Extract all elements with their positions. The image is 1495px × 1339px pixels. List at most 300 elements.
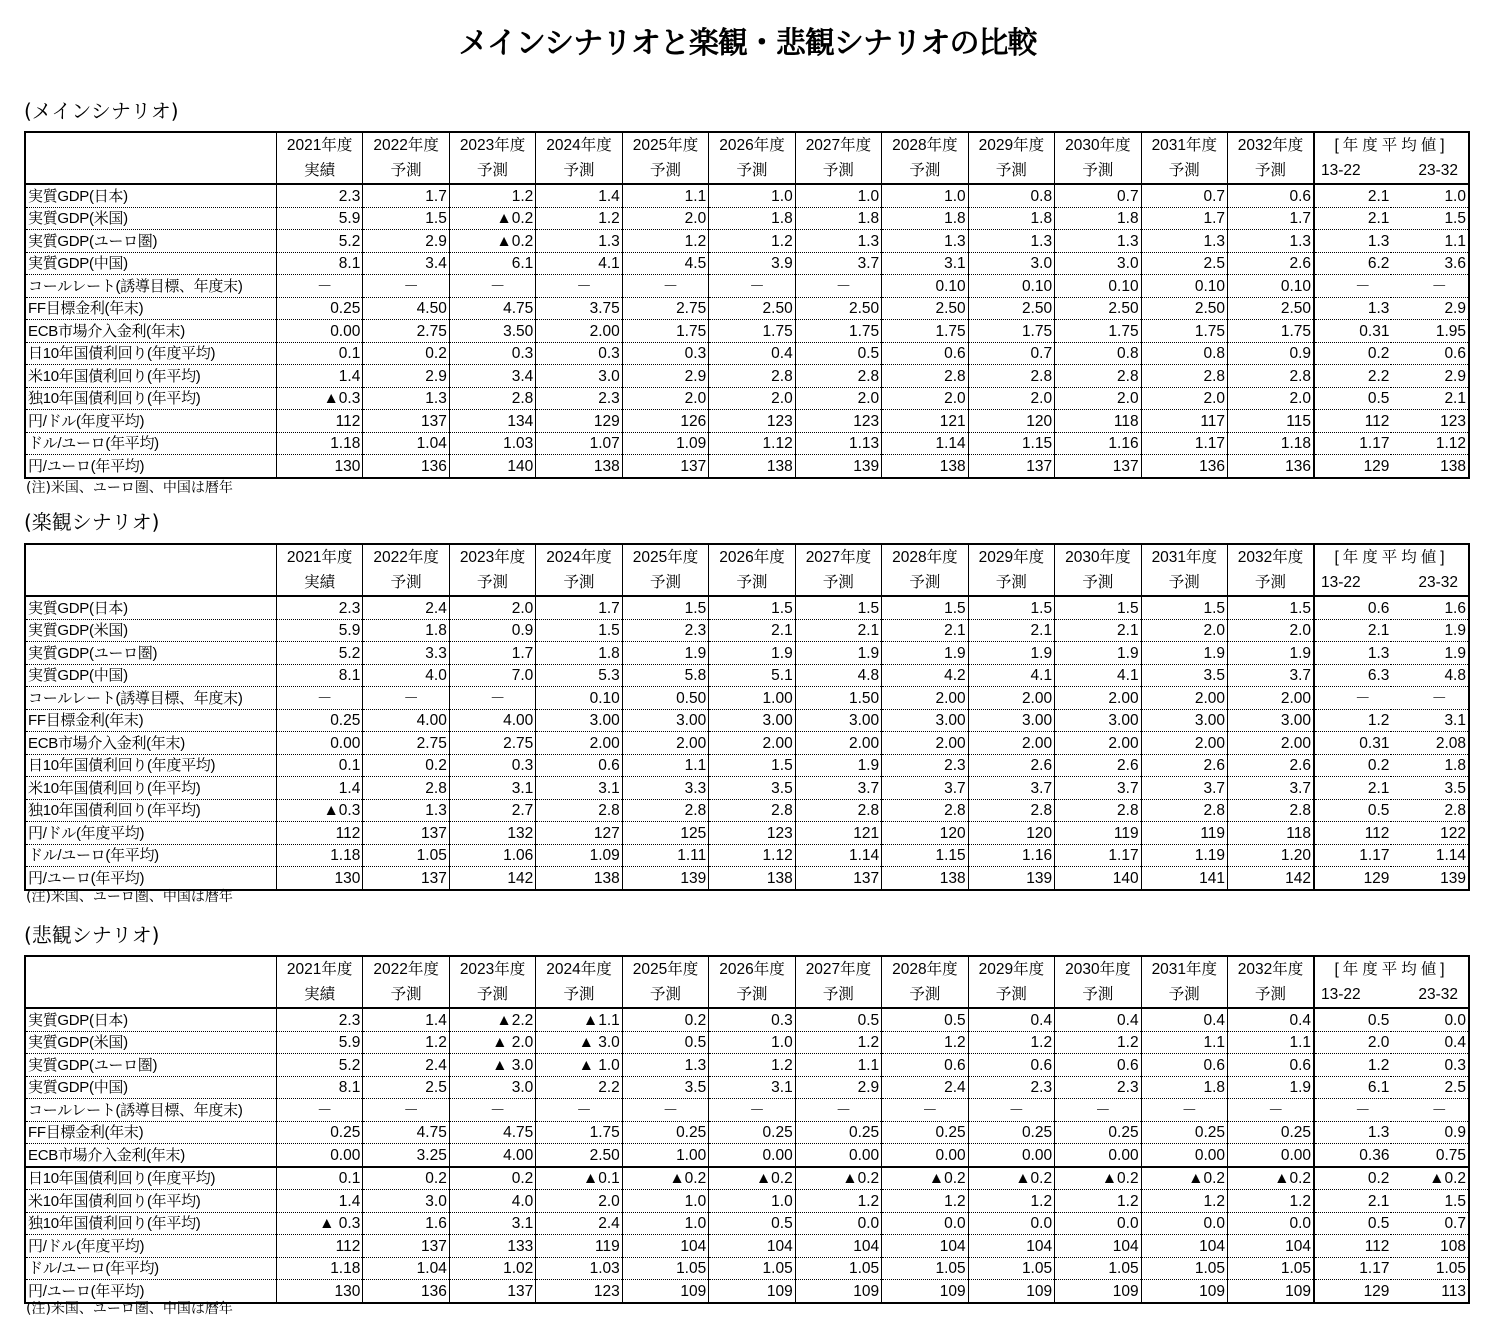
value-cell: 3.7 (795, 252, 881, 275)
value-cell: 104 (1055, 1235, 1141, 1258)
value-cell: 104 (968, 1235, 1054, 1258)
value-cell: 1.5 (968, 596, 1054, 619)
row-label: 実質GDP(中国) (25, 1076, 276, 1099)
value-cell: 2.1 (882, 619, 968, 642)
value-cell: 3.7 (1141, 777, 1227, 800)
value-cell: 2.9 (795, 1076, 881, 1099)
value-cell: 1.05 (795, 1257, 881, 1280)
value-cell: ▲0.2 (1228, 1167, 1314, 1190)
table-row (25, 1167, 1469, 1190)
table-row (25, 207, 1469, 230)
value-cell: 0.0 (968, 1212, 1054, 1235)
value-cell: － (276, 275, 362, 298)
value-cell: － (968, 1099, 1054, 1122)
value-cell: 1.19 (1141, 844, 1227, 867)
average-cell: 1.1 (1391, 230, 1469, 253)
value-cell: 2.0 (1141, 387, 1227, 410)
value-cell: 1.8 (968, 207, 1054, 230)
value-cell: 1.00 (709, 687, 795, 710)
value-cell: 2.00 (968, 732, 1054, 755)
average-cell: 1.14 (1391, 844, 1469, 867)
average-cell: － (1314, 275, 1391, 298)
value-cell: 2.50 (968, 297, 1054, 320)
table-row (25, 1008, 1469, 1031)
average-cell: 2.1 (1314, 184, 1391, 207)
value-cell: 137 (622, 455, 708, 478)
average-cell: 0.2 (1314, 342, 1391, 365)
value-cell: 2.00 (968, 687, 1054, 710)
value-cell: 127 (536, 822, 622, 845)
value-cell: 137 (363, 410, 449, 433)
value-cell: 0.50 (622, 687, 708, 710)
header-year: 2027年度 (795, 132, 881, 158)
value-cell: 5.3 (536, 664, 622, 687)
value-cell: 3.7 (1055, 777, 1141, 800)
table-row (25, 1280, 1469, 1303)
average-cell: － (1391, 687, 1469, 710)
value-cell: 140 (1055, 867, 1141, 890)
average-cell: 2.1 (1314, 619, 1391, 642)
value-cell: 1.7 (536, 596, 622, 619)
row-label: 円/ユーロ(年平均) (28, 457, 145, 475)
value-cell: 1.8 (1055, 207, 1141, 230)
value-cell: 1.12 (709, 844, 795, 867)
table-row (25, 184, 1469, 207)
average-cell: 0.31 (1314, 732, 1391, 755)
value-cell: 8.1 (276, 1076, 362, 1099)
row-label: 独10年国債利回り(年平均) (25, 799, 276, 822)
value-cell: － (363, 275, 449, 298)
value-cell: 118 (1228, 822, 1314, 845)
value-cell: 1.00 (622, 1144, 708, 1167)
value-cell: 3.00 (882, 709, 968, 732)
value-cell: 1.15 (968, 432, 1054, 455)
value-cell: 140 (449, 455, 535, 478)
value-cell: 1.5 (795, 596, 881, 619)
value-cell: 2.50 (882, 297, 968, 320)
value-cell: 139 (968, 867, 1054, 890)
value-cell: 139 (795, 455, 881, 478)
header-year: 2029年度 (968, 956, 1054, 982)
value-cell: 2.3 (536, 387, 622, 410)
row-label: 日10年国債利回り(年度平均) (25, 342, 276, 365)
value-cell: 136 (1228, 455, 1314, 478)
value-cell: 1.7 (449, 642, 535, 665)
row-label: 実質GDP(中国) (25, 252, 276, 275)
value-cell: 3.00 (1141, 709, 1227, 732)
value-cell: 1.2 (795, 1031, 881, 1054)
value-cell: 139 (622, 867, 708, 890)
value-cell: 1.75 (622, 320, 708, 343)
value-cell: 1.05 (1141, 1257, 1227, 1280)
value-cell: 5.2 (276, 642, 362, 665)
average-cell: 1.3 (1314, 1121, 1391, 1144)
value-cell: 1.2 (882, 1031, 968, 1054)
value-cell: 3.25 (363, 1144, 449, 1167)
header-year: 2032年度 (1228, 544, 1314, 570)
value-cell: 1.3 (1141, 230, 1227, 253)
value-cell: 2.0 (882, 387, 968, 410)
value-cell: 141 (1141, 867, 1227, 890)
value-cell: 0.4 (1228, 1008, 1314, 1031)
value-cell: 0.25 (1141, 1121, 1227, 1144)
header-year: 2027年度 (795, 544, 881, 570)
average-cell: 112 (1314, 1235, 1391, 1258)
value-cell: 1.75 (795, 320, 881, 343)
header-year: 2021年度 (276, 544, 362, 570)
row-label: 実質GDP(ユーロ圏) (25, 642, 276, 665)
value-cell: 4.75 (363, 1121, 449, 1144)
value-cell: 1.5 (709, 596, 795, 619)
average-cell: 3.5 (1391, 777, 1469, 800)
average-cell: 112 (1314, 822, 1391, 845)
row-label: 円/ドル(年度平均) (25, 822, 276, 845)
header-year: 2023年度 (449, 132, 535, 158)
value-cell: 1.20 (1228, 844, 1314, 867)
value-cell: 2.75 (449, 732, 535, 755)
value-cell: 0.25 (795, 1121, 881, 1144)
header-kind: 実績 (276, 570, 362, 596)
value-cell: 8.1 (276, 664, 362, 687)
value-cell: － (363, 687, 449, 710)
value-cell: 0.25 (622, 1121, 708, 1144)
average-cell: 2.1 (1314, 777, 1391, 800)
value-cell: － (709, 1099, 795, 1122)
value-cell: 1.75 (1141, 320, 1227, 343)
value-cell: 1.0 (709, 1031, 795, 1054)
table-row (25, 867, 1469, 890)
value-cell: 1.2 (968, 1190, 1054, 1213)
value-cell: 1.2 (622, 230, 708, 253)
value-cell: 3.5 (709, 777, 795, 800)
forecast-table-optimistic (24, 543, 1470, 891)
average-cell: 1.9 (1391, 642, 1469, 665)
row-label: ECB市場介入金利(年末) (25, 1144, 276, 1167)
table-row (25, 1121, 1469, 1144)
value-cell: 1.06 (449, 844, 535, 867)
value-cell: 1.05 (1055, 1257, 1141, 1280)
value-cell: 2.9 (363, 365, 449, 388)
row-label: コールレート(誘導目標、年度末) (25, 1099, 276, 1122)
average-cell: 0.3 (1391, 1054, 1469, 1077)
table-row (25, 275, 1469, 298)
header-kind: 予測 (449, 570, 535, 596)
table-row (25, 230, 1469, 253)
value-cell: 130 (276, 455, 362, 478)
value-cell: － (449, 275, 535, 298)
value-cell: 1.2 (1228, 1190, 1314, 1213)
value-cell: 2.6 (1141, 754, 1227, 777)
value-cell: 1.7 (1141, 207, 1227, 230)
value-cell: 4.1 (968, 664, 1054, 687)
row-label: 円/ユーロ(年平均) (28, 869, 145, 887)
header-year: 2026年度 (709, 132, 795, 158)
table-row (25, 342, 1469, 365)
header-kind: 予測 (449, 982, 535, 1008)
value-cell: 1.15 (882, 844, 968, 867)
value-cell: 2.3 (276, 184, 362, 207)
table-row (25, 709, 1469, 732)
value-cell: 1.2 (795, 1190, 881, 1213)
header-average: [年度平均値] (1314, 956, 1469, 982)
average-cell: 1.3 (1314, 642, 1391, 665)
table-row (25, 1144, 1469, 1167)
value-cell: 2.0 (622, 387, 708, 410)
value-cell: 120 (882, 822, 968, 845)
row-label: ECB市場介入金利(年末) (25, 732, 276, 755)
value-cell: 0.4 (1141, 1008, 1227, 1031)
value-cell: 136 (1141, 455, 1227, 478)
row-label: 米10年国債利回り(年平均) (25, 777, 276, 800)
value-cell: 0.0 (882, 1212, 968, 1235)
value-cell: 115 (1228, 410, 1314, 433)
value-cell: 3.1 (882, 252, 968, 275)
average-cell: 6.1 (1314, 1076, 1391, 1099)
value-cell: 1.75 (882, 320, 968, 343)
average-cell: 0.5 (1314, 1212, 1391, 1235)
value-cell: 2.1 (709, 619, 795, 642)
value-cell: 119 (1055, 822, 1141, 845)
average-cell: 6.2 (1314, 252, 1391, 275)
value-cell: 119 (536, 1235, 622, 1258)
average-cell: 113 (1441, 1282, 1466, 1300)
average-cell: 2.08 (1391, 732, 1469, 755)
table-row (25, 844, 1469, 867)
row-label: 実質GDP(ユーロ圏) (25, 230, 276, 253)
header-kind: 予測 (795, 158, 881, 184)
average-cell: 1.95 (1391, 320, 1469, 343)
average-cell: 2.1 (1391, 387, 1469, 410)
header-year: 2028年度 (882, 544, 968, 570)
value-cell: 5.8 (622, 664, 708, 687)
header-kind: 予測 (622, 570, 708, 596)
value-cell: 126 (622, 410, 708, 433)
header-year: 2025年度 (622, 132, 708, 158)
average-cell: 0.7 (1391, 1212, 1469, 1235)
header-kind: 予測 (363, 570, 449, 596)
header-kind: 予測 (968, 570, 1054, 596)
value-cell: 2.3 (968, 1076, 1054, 1099)
value-cell: 112 (276, 822, 362, 845)
value-cell: 2.00 (622, 732, 708, 755)
header-kind: 予測 (622, 982, 708, 1008)
value-cell: 1.17 (1055, 844, 1141, 867)
value-cell: 109 (709, 1280, 795, 1303)
value-cell: 4.50 (363, 297, 449, 320)
value-cell: 2.00 (1141, 687, 1227, 710)
average-cell: 2.5 (1391, 1076, 1469, 1099)
row-label: FF目標金利(年末) (25, 1121, 276, 1144)
table-row (25, 1031, 1469, 1054)
value-cell: 3.00 (622, 709, 708, 732)
average-cell: 6.3 (1314, 664, 1391, 687)
value-cell: 138 (882, 867, 968, 890)
header-blank-cell (25, 956, 276, 1008)
value-cell: 1.18 (1228, 432, 1314, 455)
value-cell: 1.1 (1141, 1031, 1227, 1054)
value-cell: 1.4 (536, 184, 622, 207)
average-cell: 1.2 (1314, 709, 1391, 732)
value-cell: 1.5 (709, 754, 795, 777)
table-row (25, 1212, 1469, 1235)
value-cell: 1.6 (363, 1212, 449, 1235)
row-label: ドル/ユーロ(年平均) (25, 1257, 276, 1280)
value-cell: 2.50 (1228, 297, 1314, 320)
header-average: [年度平均値] (1314, 132, 1469, 158)
average-cell: 108 (1391, 1235, 1469, 1258)
value-cell: 2.0 (1228, 387, 1314, 410)
table-row (25, 320, 1469, 343)
value-cell: 0.00 (1055, 1144, 1141, 1167)
header-average-period: 13-22 (1314, 158, 1391, 184)
value-cell: 0.7 (1141, 184, 1227, 207)
value-cell: 4.1 (536, 252, 622, 275)
value-cell: 104 (709, 1235, 795, 1258)
row-label: 実質GDP(米国) (25, 1031, 276, 1054)
value-cell: 3.1 (709, 1076, 795, 1099)
value-cell: 0.0 (1141, 1212, 1227, 1235)
value-cell: 4.0 (449, 1190, 535, 1213)
value-cell: 1.2 (968, 1031, 1054, 1054)
value-cell: 123 (709, 822, 795, 845)
value-cell: 2.8 (882, 799, 968, 822)
value-cell: 3.7 (1228, 664, 1314, 687)
header-average-period: 13-22 (1314, 570, 1391, 596)
value-cell: ▲ 3.0 (449, 1054, 535, 1077)
value-cell: 6.1 (449, 252, 535, 275)
value-cell: 2.4 (363, 1054, 449, 1077)
header-year: 2032年度 (1228, 956, 1314, 982)
value-cell: 1.5 (1055, 596, 1141, 619)
value-cell: 0.00 (882, 1144, 968, 1167)
value-cell: 0.10 (1055, 275, 1141, 298)
value-cell: 120 (968, 410, 1054, 433)
value-cell: 136 (363, 455, 449, 478)
header-year: 2025年度 (622, 956, 708, 982)
value-cell: 1.18 (276, 1257, 362, 1280)
header-year: 2031年度 (1141, 132, 1227, 158)
row-label: 円/ユーロ(年平均) (28, 1282, 145, 1300)
value-cell: － (882, 1099, 968, 1122)
value-cell: 2.00 (882, 687, 968, 710)
value-cell: 3.7 (1228, 777, 1314, 800)
header-average-period: 23-32 (1391, 982, 1469, 1008)
value-cell: 2.1 (795, 619, 881, 642)
average-cell: ▲0.2 (1391, 1167, 1469, 1190)
average-cell: 0.9 (1391, 1121, 1469, 1144)
value-cell: ▲0.3 (276, 387, 362, 410)
value-cell: 2.00 (536, 732, 622, 755)
value-cell: 3.75 (536, 297, 622, 320)
header-kind: 予測 (1055, 158, 1141, 184)
value-cell: － (449, 1099, 535, 1122)
row-label: 実質GDP(日本) (25, 596, 276, 619)
header-year: 2024年度 (536, 544, 622, 570)
value-cell: 2.3 (622, 619, 708, 642)
value-cell: 5.9 (276, 1031, 362, 1054)
value-cell: 0.2 (363, 754, 449, 777)
average-cell: 139 (1440, 869, 1466, 887)
row-label: 日10年国債利回り(年度平均) (25, 754, 276, 777)
table-row (25, 1190, 1469, 1213)
value-cell: 0.8 (968, 184, 1054, 207)
average-cell: 129 (1314, 1280, 1391, 1303)
section-title-optimistic: (楽観シナリオ) (24, 510, 160, 534)
value-cell: 3.7 (882, 777, 968, 800)
value-cell: 1.04 (363, 1257, 449, 1280)
value-cell: 1.1 (622, 754, 708, 777)
value-cell: 2.8 (795, 799, 881, 822)
value-cell: 109 (622, 1280, 708, 1303)
value-cell: 3.50 (449, 320, 535, 343)
value-cell: 1.14 (882, 432, 968, 455)
row-label: 米10年国債利回り(年平均) (25, 365, 276, 388)
page-title: メインシナリオと楽観・悲観シナリオの比較 (458, 26, 1037, 61)
value-cell: 0.6 (1141, 1054, 1227, 1077)
value-cell: 2.0 (968, 387, 1054, 410)
average-cell: 1.5 (1391, 1190, 1469, 1213)
value-cell: 2.50 (709, 297, 795, 320)
row-label: コールレート(誘導目標、年度末) (25, 687, 276, 710)
average-cell: 0.31 (1314, 320, 1391, 343)
value-cell: 0.00 (1141, 1144, 1227, 1167)
header-kind: 予測 (709, 982, 795, 1008)
value-cell: 1.03 (449, 432, 535, 455)
value-cell: 1.0 (709, 1190, 795, 1213)
value-cell: 1.9 (968, 642, 1054, 665)
average-cell: 2.9 (1391, 365, 1469, 388)
value-cell: 132 (449, 822, 535, 845)
value-cell: 3.0 (363, 1190, 449, 1213)
value-cell: 4.00 (363, 709, 449, 732)
table-row (25, 732, 1469, 755)
value-cell: 0.9 (449, 619, 535, 642)
value-cell: 1.4 (276, 777, 362, 800)
average-cell: 0.36 (1314, 1144, 1391, 1167)
value-cell: － (536, 275, 622, 298)
table-row (25, 1257, 1469, 1280)
header-year: 2032年度 (1228, 132, 1314, 158)
average-cell: 2.9 (1391, 297, 1469, 320)
value-cell: 2.50 (536, 1144, 622, 1167)
header-year: 2021年度 (276, 132, 362, 158)
value-cell: － (1055, 1099, 1141, 1122)
value-cell: 2.4 (363, 596, 449, 619)
value-cell: 2.8 (968, 365, 1054, 388)
value-cell: 2.00 (1228, 687, 1314, 710)
header-year: 2024年度 (536, 956, 622, 982)
average-cell: 1.2 (1314, 1054, 1391, 1077)
header-year: 2022年度 (363, 132, 449, 158)
value-cell: 2.50 (1141, 297, 1227, 320)
value-cell: 0.3 (449, 754, 535, 777)
header-kind: 実績 (276, 158, 362, 184)
value-cell: 2.0 (449, 596, 535, 619)
header-kind: 予測 (363, 982, 449, 1008)
row-label: 実質GDP(日本) (25, 184, 276, 207)
average-cell: 1.9 (1391, 619, 1469, 642)
value-cell: 3.4 (363, 252, 449, 275)
value-cell: 0.10 (1228, 275, 1314, 298)
header-year: 2022年度 (363, 956, 449, 982)
value-cell: 1.04 (363, 432, 449, 455)
row-label: ECB市場介入金利(年末) (25, 320, 276, 343)
value-cell: 3.0 (968, 252, 1054, 275)
value-cell: ▲2.2 (449, 1008, 535, 1031)
value-cell: 2.00 (1141, 732, 1227, 755)
value-cell: 1.9 (795, 754, 881, 777)
header-kind: 予測 (1141, 158, 1227, 184)
